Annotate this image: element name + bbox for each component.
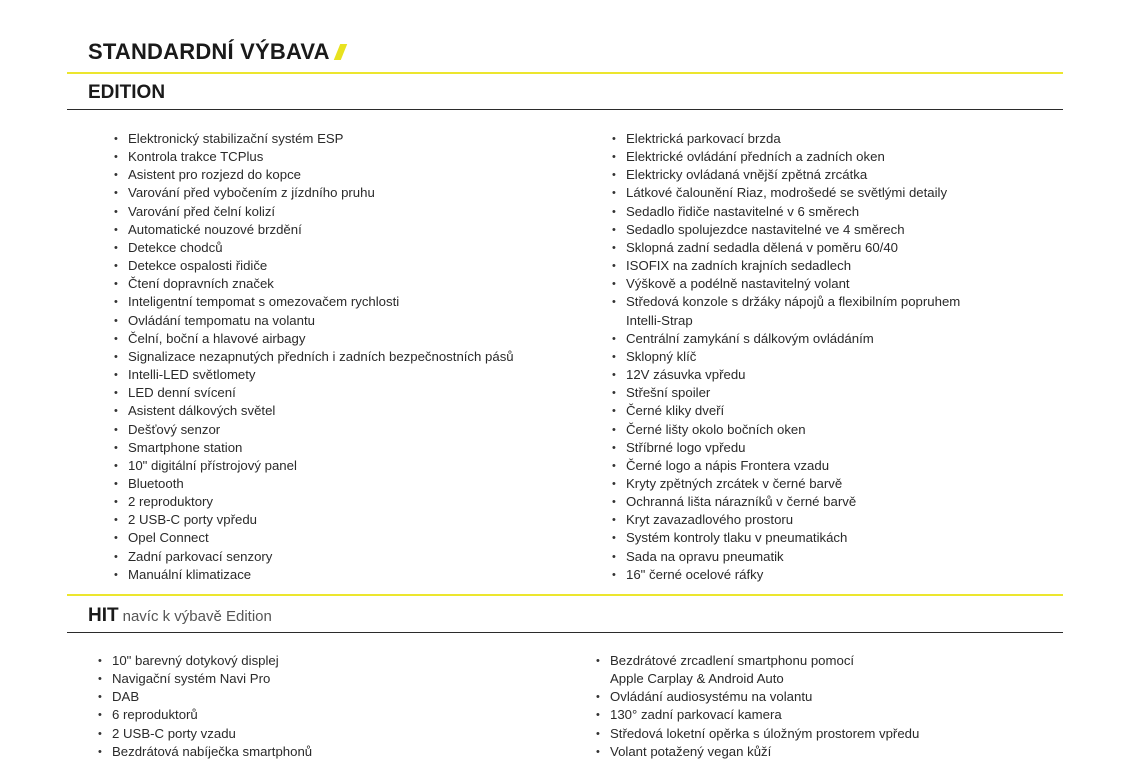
list-item: • 12V zásuvka vpředu xyxy=(612,366,960,384)
page-title-text: STANDARDNÍ VÝBAVA xyxy=(88,39,330,64)
list-item: • Elektronický stabilizační systém ESP xyxy=(114,130,514,148)
list-item: • 2 USB-C porty vzadu xyxy=(98,725,312,743)
edition-divider xyxy=(67,109,1063,110)
list-item: • Opel Connect xyxy=(114,529,514,547)
edition-section-title: EDITION xyxy=(88,82,166,103)
list-item: • 10" barevný dotykový displej xyxy=(98,652,312,670)
list-item xyxy=(596,652,919,688)
list-item: • Černé kliky dveří xyxy=(612,402,960,420)
list-item: • Inteligentní tempomat s omezovačem rychlosti xyxy=(114,293,514,311)
list-item: • Zadní parkovací senzory xyxy=(114,548,514,566)
list-item: • Dešťový senzor xyxy=(114,421,514,439)
list-item: • ISOFIX na zadních krajních sedadlech xyxy=(612,257,960,275)
hit-top-divider xyxy=(67,594,1063,596)
list-item: • Sedadlo řidiče nastavitelné v 6 směrech xyxy=(612,203,960,221)
edition-feature-list-left xyxy=(114,130,514,584)
list-item: • Detekce chodců xyxy=(114,239,514,257)
list-item: • 6 reproduktorů xyxy=(98,706,312,724)
list-item: • Sada na opravu pneumatik xyxy=(612,548,960,566)
list-item: • Elektricky ovládaná vnější zpětná zrcátka xyxy=(612,166,960,184)
list-item: • Čelní, boční a hlavové airbagy xyxy=(114,330,514,348)
list-item: • Látkové čalounění Riaz, modrošedé se světlými detaily xyxy=(612,184,960,202)
list-item: • Asistent pro rozjezd do kopce xyxy=(114,166,514,184)
list-item: • Manuální klimatizace xyxy=(114,566,514,584)
list-item: • Sedadlo spolujezdce nastavitelné ve 4 směrech xyxy=(612,221,960,239)
list-item: • Intelli-LED světlomety xyxy=(114,366,514,384)
edition-feature-list-right xyxy=(612,130,960,584)
list-item-text: Bezdrátové zrcadlení smartphonu pomocí xyxy=(610,653,855,668)
list-item: • Automatické nouzové brzdění xyxy=(114,221,514,239)
heading-divider xyxy=(67,72,1063,74)
list-item: • Volant potažený vegan kůží xyxy=(596,743,919,761)
hit-divider xyxy=(67,632,1063,633)
list-item: • Bluetooth xyxy=(114,475,514,493)
list-item: • Kryty zpětných zrcátek v černé barvě xyxy=(612,475,960,493)
list-item: • Elektrická parkovací brzda xyxy=(612,130,960,148)
list-item: • Bezdrátová nabíječka smartphonů xyxy=(98,743,312,761)
list-item: • Systém kontroly tlaku v pneumatikách xyxy=(612,529,960,547)
list-item: • Varování před čelní kolizí xyxy=(114,203,514,221)
list-item: • Výškově a podélně nastavitelný volant xyxy=(612,275,960,293)
list-item: • Elektrické ovládání předních a zadních oken xyxy=(612,148,960,166)
list-item: • Černé lišty okolo bočních oken xyxy=(612,421,960,439)
hit-feature-list-left xyxy=(98,652,312,761)
list-item: • 16" černé ocelové ráfky xyxy=(612,566,960,584)
list-item: • Kryt zavazadlového prostoru xyxy=(612,511,960,529)
list-item: • DAB xyxy=(98,688,312,706)
list-item: • LED denní svícení xyxy=(114,384,514,402)
list-item: • Černé logo a nápis Frontera vzadu xyxy=(612,457,960,475)
list-item: • Navigační systém Navi Pro xyxy=(98,670,312,688)
list-item: • Ochranná lišta nárazníků v černé barvě xyxy=(612,493,960,511)
list-item: • 10" digitální přístrojový panel xyxy=(114,457,514,475)
list-item: • Detekce ospalosti řidiče xyxy=(114,257,514,275)
list-item: • Varování před vybočením z jízdního pruhu xyxy=(114,184,514,202)
accent-slash-icon xyxy=(334,44,347,60)
list-item xyxy=(612,293,960,329)
list-item: • Signalizace nezapnutých předních i zadních bezpečnostních pásů xyxy=(114,348,514,366)
list-item: • Středová loketní opěrka s úložným prostorem vpředu xyxy=(596,725,919,743)
list-item: • Centrální zamykání s dálkovým ovládáním xyxy=(612,330,960,348)
list-item: • 2 USB-C porty vpředu xyxy=(114,511,514,529)
list-item: • Asistent dálkových světel xyxy=(114,402,514,420)
hit-section-title xyxy=(88,604,272,629)
list-item: • 130° zadní parkovací kamera xyxy=(596,706,919,724)
list-item-continuation: Apple Carplay & Android Auto xyxy=(610,671,784,687)
list-item: • Střešní spoiler xyxy=(612,384,960,402)
list-item: • Smartphone station xyxy=(114,439,514,457)
list-item: • Kontrola trakce TCPlus xyxy=(114,148,514,166)
list-item: • Ovládání tempomatu na volantu xyxy=(114,312,514,330)
list-item: • Čtení dopravních značek xyxy=(114,275,514,293)
hit-feature-list-right xyxy=(596,652,919,761)
list-item: • Sklopný klíč xyxy=(612,348,960,366)
list-item: • Sklopná zadní sedadla dělená v poměru 60/40 xyxy=(612,239,960,257)
list-item-text: Středová konzole s držáky nápojů a flexibilním popruhem xyxy=(626,294,961,310)
list-item-continuation: Intelli-Strap xyxy=(626,312,693,328)
hit-subtitle: navíc k výbavě Edition xyxy=(122,608,272,625)
list-item: • 2 reproduktory xyxy=(114,493,514,511)
list-item: • Ovládání audiosystému na volantu xyxy=(596,688,919,706)
list-item: • Stříbrné logo vpředu xyxy=(612,439,960,457)
hit-title: HIT xyxy=(88,605,119,626)
page-title xyxy=(88,38,344,66)
